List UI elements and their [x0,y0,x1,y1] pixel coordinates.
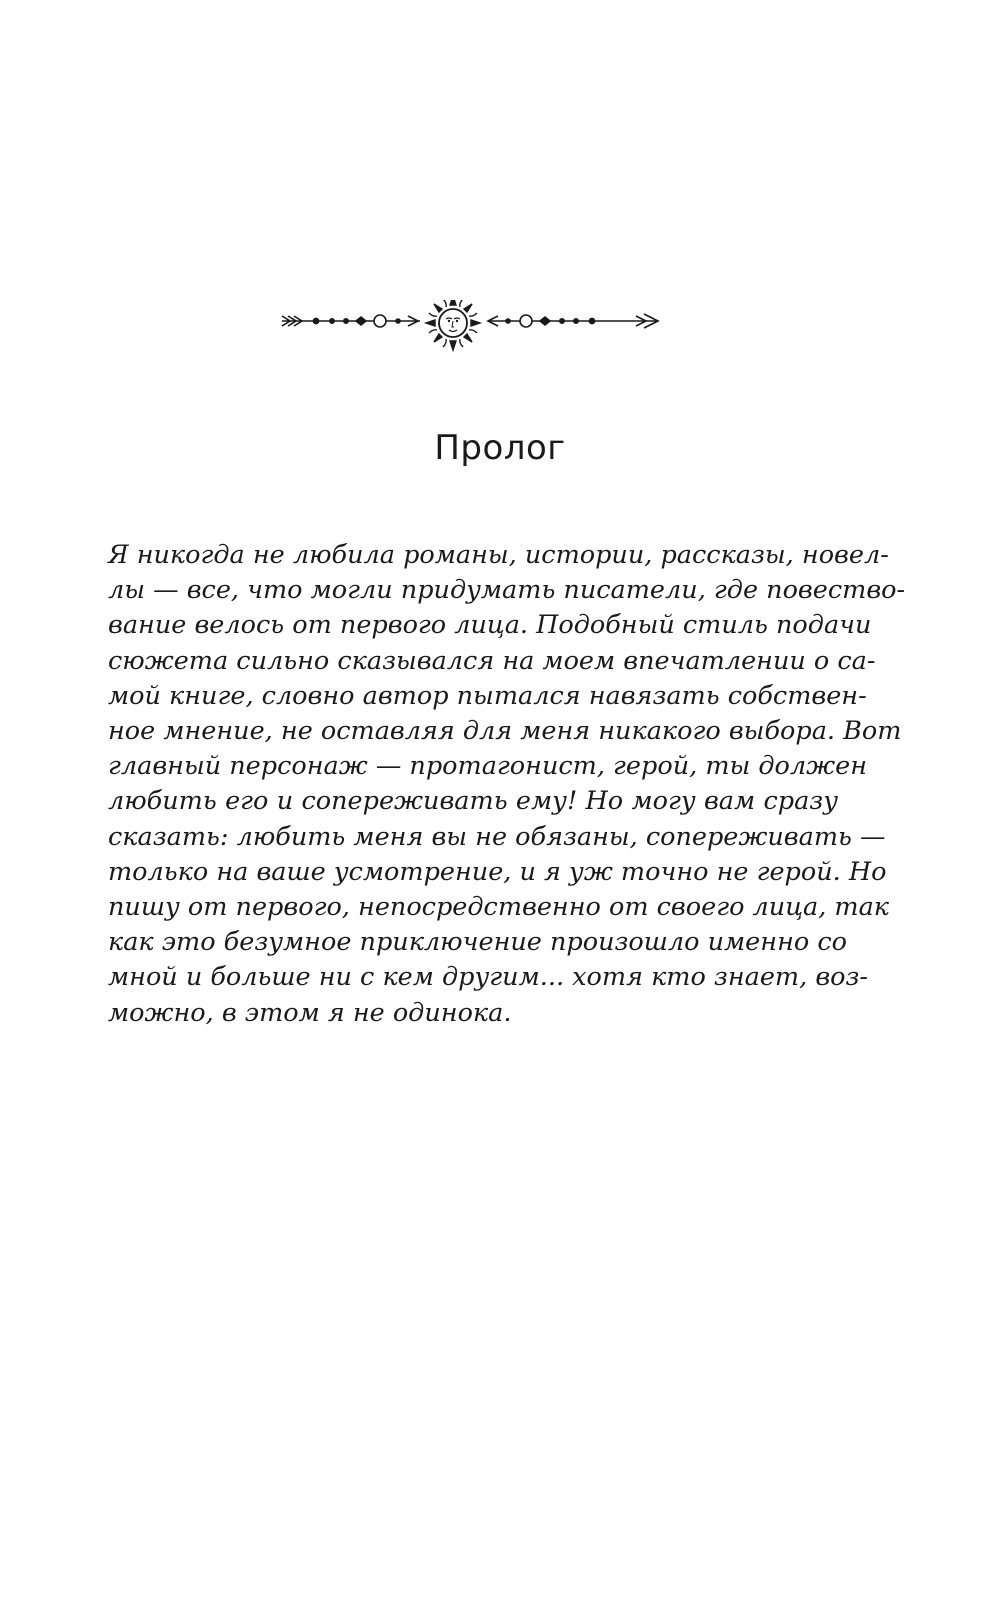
chapter-title: Пролог [434,428,566,468]
sun-face-icon [426,300,480,350]
text-line: главный персонаж — протагонист, герой, ты должен [108,751,868,782]
text-line: можно, в этом я не одинока. [108,997,512,1028]
text-line: ное мнение, не оставляя для меня никакого выбора. Вот [108,716,902,747]
left-arrow-icon [282,315,420,327]
text-line: любить его и сопереживать ему! Но могу вам сразу [108,786,838,817]
text-line: Я никогда не любила романы, истории, рассказы, новел- [108,540,889,570]
text-line: сюжета сильно сказывался на моем впечатлении о са- [108,645,876,676]
text-line: сказать: любить меня вы не обязаны, сопереживать — [108,821,886,852]
text-line: мной и больше ни с кем другим... хотя кто знает, воз- [108,962,869,993]
text-line: лы — все, что могли придумать писатели, где повество- [108,575,906,606]
text-line: как это безумное приключение произошло именно со [108,927,847,958]
right-arrow-icon [488,314,658,328]
text-line: мой книге, словно автор пытался навязать собствен- [108,680,867,711]
prologue-paragraph [108,538,906,1031]
text-line: только на ваше усмотрение, и я уж точно не герой. Но [108,856,887,887]
chapter-ornament [280,300,660,370]
text-line: вание велось от первого лица. Подобный стиль подачи [108,610,872,641]
text-line: пишу от первого, непосредственно от своего лица, так [108,892,890,923]
